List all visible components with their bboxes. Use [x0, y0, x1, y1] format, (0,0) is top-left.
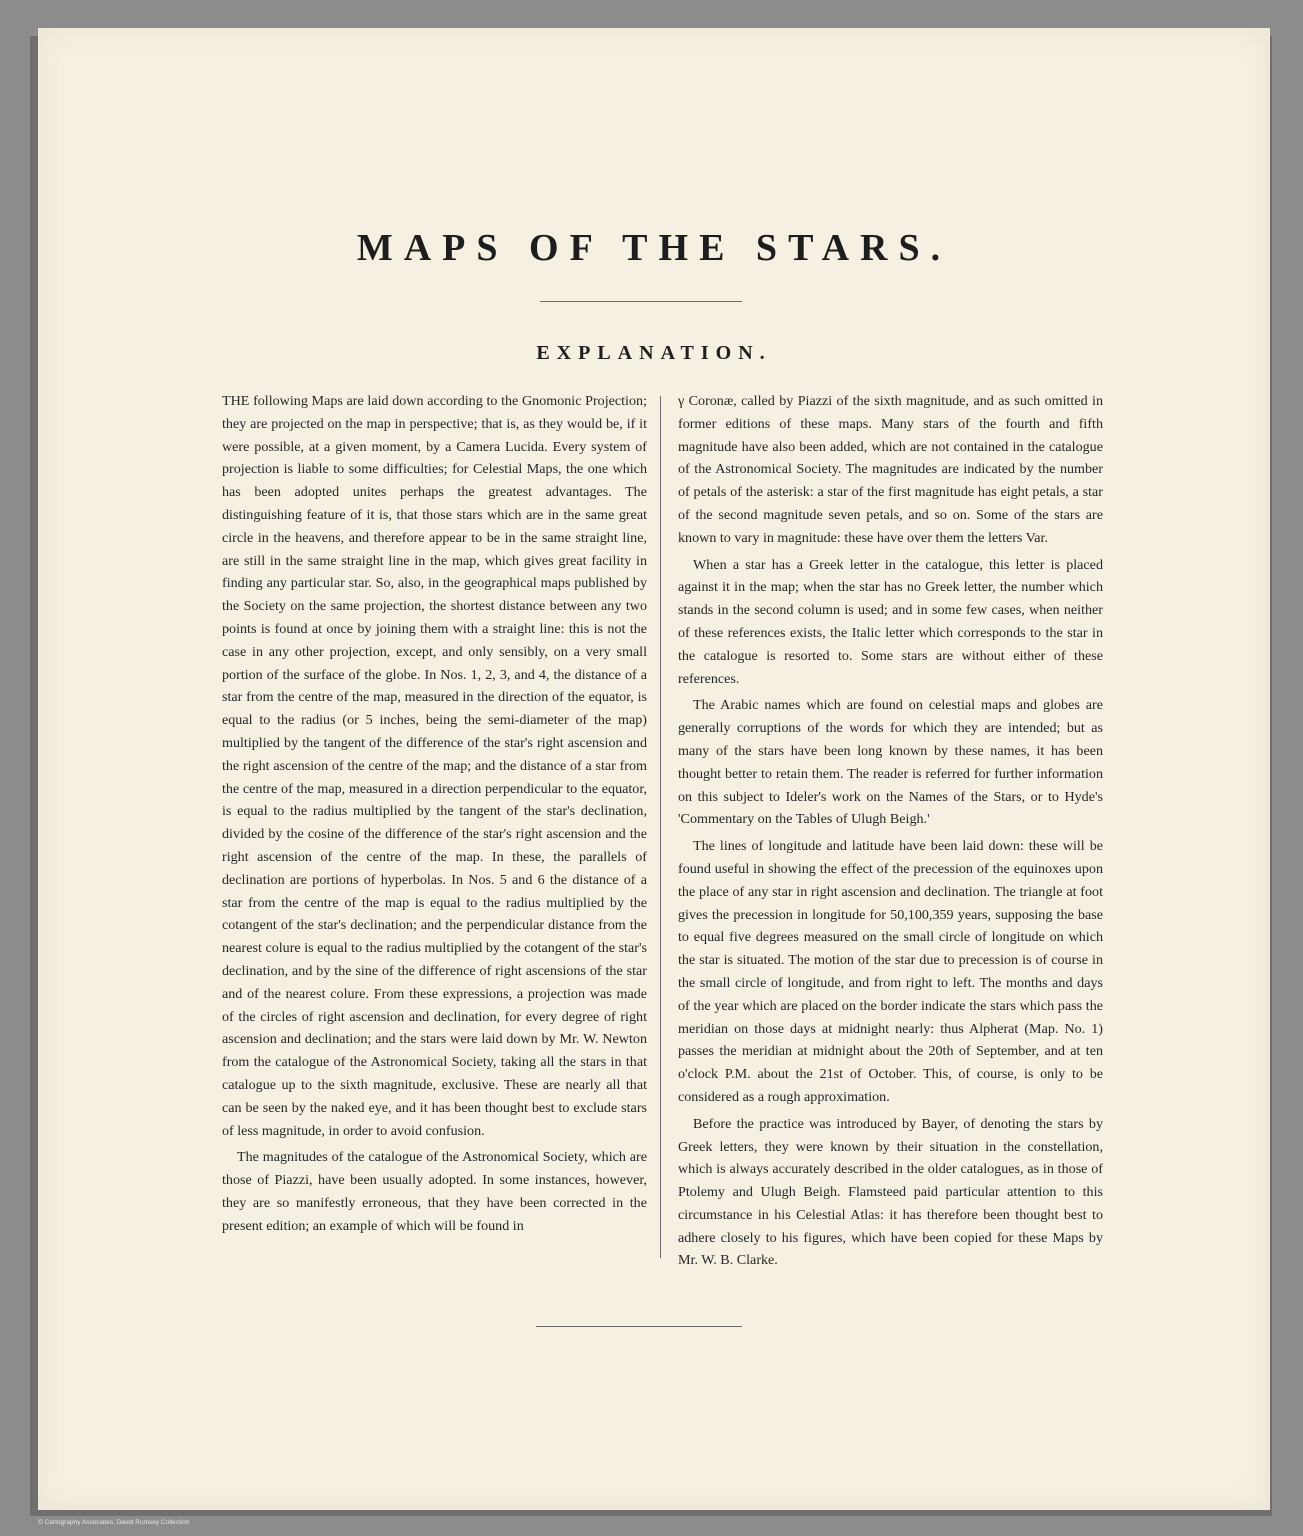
copyright-notice: © Cartography Associates, David Rumsey Collection	[38, 1519, 190, 1526]
bottom-divider	[536, 1326, 742, 1327]
right-text-column	[678, 390, 1103, 1276]
paragraph-projection: THE following Maps are laid down according to the Gnomonic Projection; they are projected on the map in perspective; that is, as they would be, if it were possible, at a given moment, by a Camera Lucida. Every system of projection is liable to some difficulties; for Celestial Maps, the one which has been adopted unites perhaps the greatest advantages. The distinguishing feature of it is, that those stars which are in the same great circle in the heavens, and therefore appear to be in the same straight line, are still in the same straight line in the map, which gives great facility in finding any particular star. So, also, in the geographical maps published by the Society on the same projection, the shortest distance between any two points is found at once by joining them with a straight line: this is not the case in any other projection, except, and only sensibly, on a very small portion of the surface of the globe. In Nos. 1, 2, 3, and 4, the distance of a star from the centre of the map, measured in the direction of the equator, is equal to the radius (or 5 inches, being the semi-diameter of the map) multiplied by the tangent of the difference of the star's right ascension and the right ascension of the centre of the map; and the distance of a star from the centre of the map, measured in a direction perpendicular to the equator, is equal to the radius multiplied by the tangent of the star's declination, divided by the cosine of the difference of the star's right ascension and the right ascension of the centre of the map. In these, the parallels of declination are portions of hyperbolas. In Nos. 5 and 6 the distance of a star from the centre of the map is equal to the radius multiplied by the cotangent of the star's declination; and the perpendicular distance from the nearest colure is equal to the radius multiplied by the cotangent of the star's declination, and by the sine of the difference of right ascensions of the star and of the nearest colure. From these expressions, a projection was made of the circles of right ascension and declination, for every degree of right ascension and declination; and the stars were laid down by Mr. W. Newton from the catalogue of the Astronomical Society, taking all the stars in that catalogue up to the sixth magnitude, exclusive. These are nearly all that can be seen by the naked eye, and it has been thought best to exclude stars of less magnitude, in order to avoid confusion.	[222, 393, 647, 1139]
title-divider	[540, 301, 742, 302]
page-title: MAPS OF THE STARS.	[356, 227, 952, 269]
paragraph-longitude-latitude: The lines of longitude and latitude have been laid down: these will be found useful in showing the effect of the precession of the equinoxes upon the place of any star in right ascension and declination. The triangle at foot gives the precession in longitude for 50,100,359 years, supposing the base to equal five degrees measured on the small circle of longitude on which the star is situated. The motion of the star due to precession is of course in the small circle of longitude, and from right to left. The months and days of the year which are placed on the border indicate the stars which pass the meridian on those days at midnight nearly: thus Alpherat (Map. No. 1) passes the meridian at midnight about the 20th of September, and at ten o'clock P.M. about the 21st of October. This, of course, is only to be considered as a rough approximation.	[678, 838, 1103, 1105]
column-divider	[660, 396, 661, 1258]
paragraph-magnitude-continued: γ Coronæ, called by Piazzi of the sixth magnitude, and as such omitted in former editions of these maps. Many stars of the fourth and fifth magnitude have also been added, which are not contained in the catalogue of the Astronomical Society. The magnitudes are indicated by the number of petals of the asterisk: a star of the first magnitude has eight petals, a star of the second magnitude seven petals, and so on. Some of the stars are known to vary in magnitude: these have over them the letters Var.	[678, 393, 1103, 546]
document-page	[38, 28, 1270, 1510]
paragraph-arabic-names: The Arabic names which are found on celestial maps and globes are generally corruptions of the words for which they are intended; but as many of the stars have been long known by these names, it has been thought better to retain them. The reader is referred for further information on this subject to Ideler's work on the Names of the Stars, or to Hyde's 'Commentary on the Tables of Ulugh Beigh.'	[678, 697, 1103, 828]
paragraph-greek-letters: When a star has a Greek letter in the catalogue, this letter is placed against it in the map; when the star has no Greek letter, the number which stands in the second column is used; and in some few cases, when neither of these references exists, the Italic letter which corresponds to the star in the catalogue is resorted to. Some stars are without either of these references.	[678, 556, 1103, 687]
section-heading: EXPLANATION.	[536, 342, 772, 364]
paragraph-bayer: Before the practice was introduced by Bayer, of denoting the stars by Greek letters, they were known by their situation in the constellation, which is always accurately described in the older catalogues, as in those of Ptolemy and Ulugh Beigh. Flamsteed paid particular attention to this circumstance in his Celestial Atlas: it has therefore been thought best to adhere closely to his figures, which have been copied for these Maps by Mr. W. B. Clarke.	[678, 1115, 1103, 1269]
left-text-column	[222, 390, 647, 1241]
paragraph-magnitudes: The magnitudes of the catalogue of the Astronomical Society, which are those of Piazzi, have been usually adopted. In some instances, however, they are so manifestly erroneous, that they have been corrected in the present edition; an example of which will be found in	[222, 1149, 647, 1234]
